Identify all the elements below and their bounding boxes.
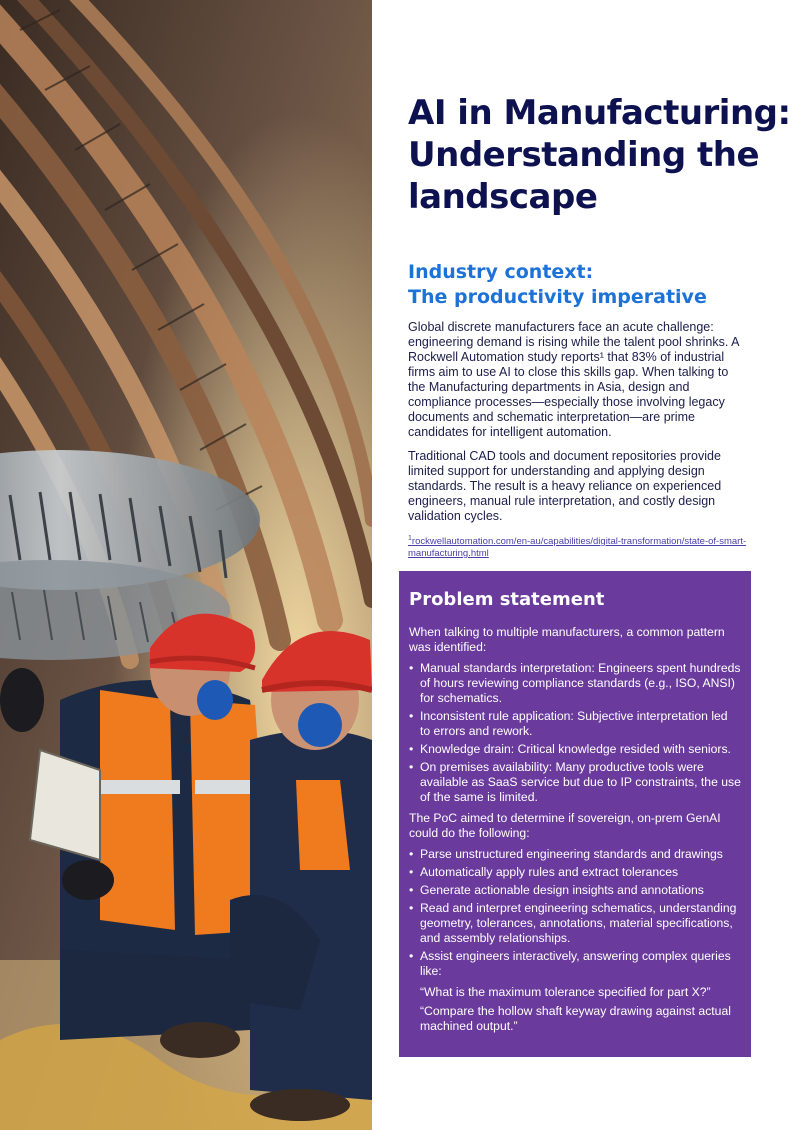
- bullet-icon: •: [409, 949, 414, 963]
- problem-intro: When talking to multiple manufacturers, a common pattern was identified:: [409, 625, 725, 654]
- list-item: • Assist engineers interactively, answering complex queries like:: [409, 949, 731, 978]
- intro-paragraph: Global discrete manufacturers face an acute challenge: engineering demand is rising while the talent pool shrinks. A Rockwell Automation study reports¹ that 83% of industrial firms aim to use AI to close this skills gap. When talking to the Manufacturing departments in Asia, design and compliance processes—especially those involving legacy documents and schematic interpretation—are prime candidates for intelligent automation.: [408, 320, 739, 439]
- intro-paragraph: Traditional CAD tools and document repositories provide limited support for understanding and applying design standards. The result is a heavy reliance on experienced engineers, manual rule interpretation, and costly design validation cycles.: [408, 449, 722, 523]
- section-heading-line: Industry context:: [408, 261, 594, 283]
- list-item: • Inconsistent rule application: Subjective interpretation led to errors and rework.: [409, 709, 728, 738]
- list-item: • Generate actionable design insights and annotations: [409, 883, 704, 897]
- bullet-icon: •: [409, 865, 414, 879]
- bullet-icon: •: [409, 883, 414, 897]
- list-item: • Knowledge drain: Critical knowledge resided with seniors.: [409, 742, 731, 756]
- poc-goals-list: [409, 847, 741, 979]
- intro-text: [408, 320, 748, 533]
- example-query: “Compare the hollow shaft keyway drawing against actual machined output.”: [420, 1004, 731, 1033]
- hero-photo: [0, 0, 372, 1130]
- problem-heading: Problem statement: [409, 589, 605, 610]
- list-item: • Automatically apply rules and extract tolerances: [409, 865, 679, 879]
- section-heading: [408, 260, 707, 310]
- section-heading-line: The productivity imperative: [408, 286, 707, 308]
- bullet-icon: •: [409, 847, 414, 861]
- page-title-line: AI in Manufacturing:: [408, 93, 791, 133]
- page-title-line: landscape: [408, 177, 598, 217]
- bullet-icon: •: [409, 661, 414, 675]
- bullet-icon: •: [409, 760, 414, 774]
- turbine-workers-photo: [0, 0, 372, 1130]
- footnote-marker: 1: [408, 535, 412, 542]
- example-query: “What is the maximum tolerance specified for part X?”: [420, 985, 711, 999]
- list-item: • Read and interpret engineering schematics, understanding geometry, tolerances, annotations, material specifications, and assembly relationships.: [409, 901, 737, 945]
- bullet-icon: •: [409, 742, 414, 756]
- footnote-link[interactable]: rockwellautomation.com/en-au/capabilities/digital-transformation/state-of-smart-manufacturing.html: [408, 536, 747, 560]
- poc-intro: The PoC aimed to determine if sovereign, on-prem GenAI could do the following:: [409, 811, 721, 840]
- bullet-icon: •: [409, 901, 414, 915]
- bullet-icon: •: [409, 709, 414, 723]
- footnote[interactable]: [408, 533, 748, 560]
- problem-list: [409, 661, 741, 805]
- list-item: • On premises availability: Many productive tools were available as SaaS service but due to IP constraints, the use of the same is limited.: [409, 760, 741, 804]
- list-item: • Manual standards interpretation: Engineers spent hundreds of hours reviewing compliance standards (e.g., ISO, ANSI) for schematics.: [409, 661, 741, 705]
- problem-statement-box: [399, 571, 751, 1057]
- page-title: [408, 92, 791, 218]
- list-item: • Parse unstructured engineering standards and drawings: [409, 847, 723, 861]
- page-title-line: Understanding the: [408, 135, 760, 175]
